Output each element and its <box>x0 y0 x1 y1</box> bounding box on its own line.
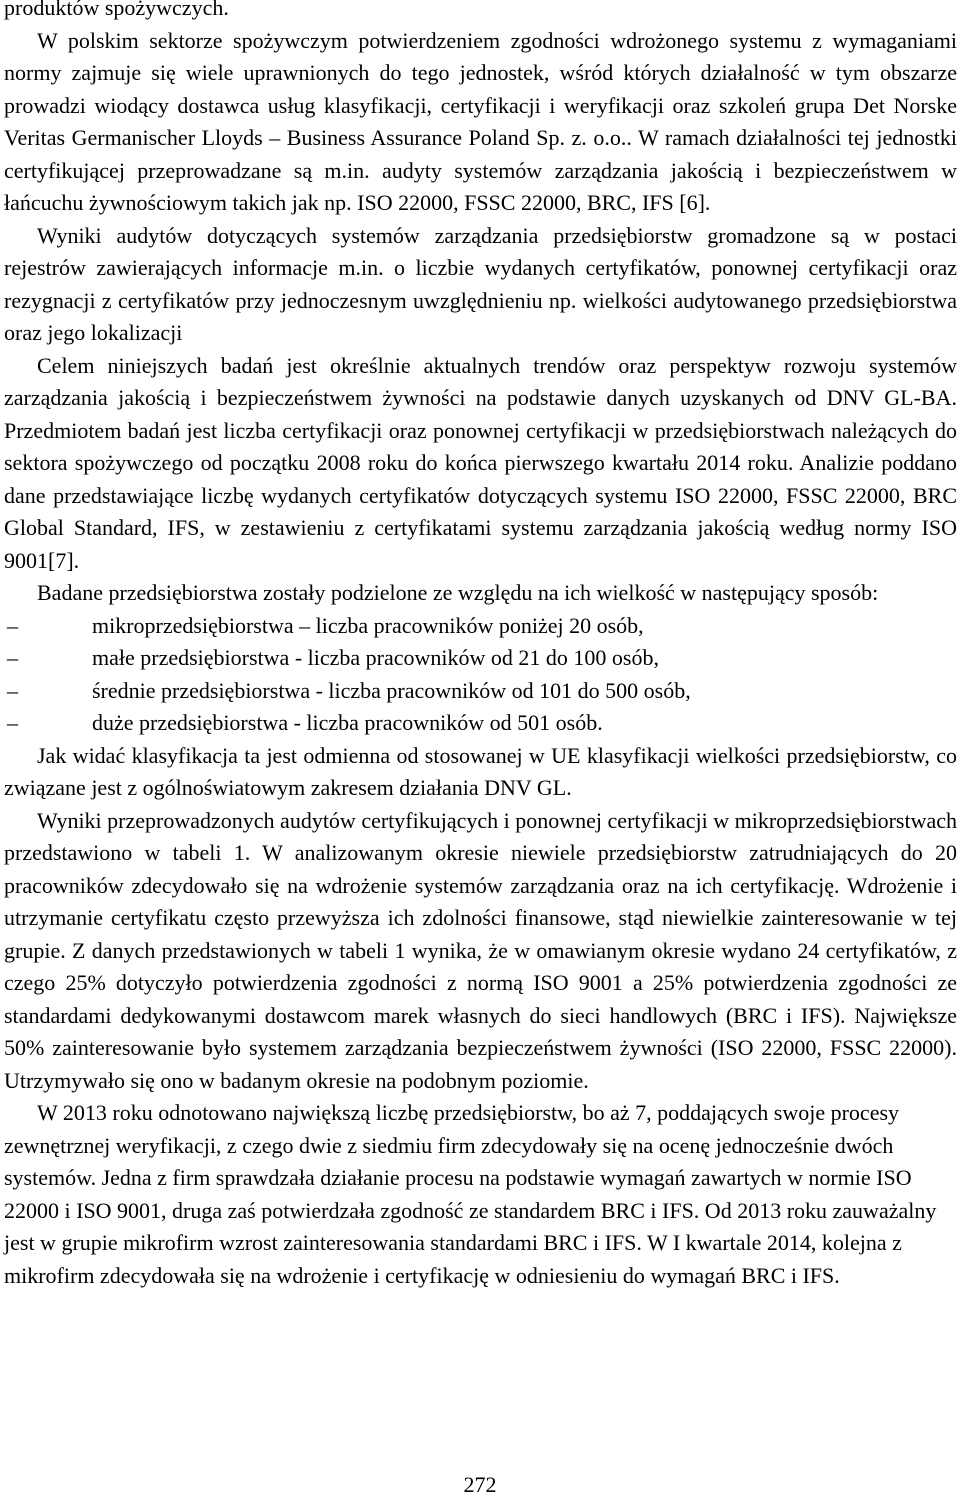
list-item <box>4 610 957 643</box>
list-item-text: małe przedsiębiorstwa - liczba pracowników od 21 do 100 osób, <box>92 645 659 670</box>
paragraph-classification-note: Jak widać klasyfikacja ta jest odmienna od stosowanej w UE klasyfikacji wielkości przedsiębiorstw, co związane jest z ogólnoświatowym zakresem działania DNV GL. <box>4 742 957 800</box>
dash-bullet-icon: – <box>7 612 18 638</box>
dash-bullet-icon: – <box>7 677 18 703</box>
paragraph-2013-trends: W 2013 roku odnotowano największą liczbę przedsiębiorstw, bo aż 7, poddających swoje procesy zewnętrznej weryfikacji, z czego dwie z siedmiu firm zdecydowały się na ocenę jednocześnie dwóch systemów. Jedna z firm sprawdzała działanie procesu na podstawie wymagań zawartych w normie ISO 22000 i ISO 9001, druga zaś potwierdzała zgodność ze standardem BRC i IFS. Od 2013 roku zauważalny jest w grupie mikrofirm wzrost zainteresowania standardami BRC i IFS. W I kwartale 2014, kolejna z mikrofirm zdecydowała się na wdrożenie i certyfikację w odniesieniu do wymagań BRC i IFS. <box>4 1100 937 1288</box>
list-item-text: duże przedsiębiorstwa - liczba pracowników od 501 osób. <box>92 710 603 735</box>
list-item-text: mikroprzedsiębiorstwa – liczba pracowników poniżej 20 osób, <box>92 612 644 638</box>
paragraph-microenterprise-results: Wyniki przeprowadzonych audytów certyfikujących i ponownej certyfikacji w mikroprzedsiębiorstwach przedstawiono w tabeli 1. W analizowanym okresie niewiele przedsiębiorstw zatrudniających do 20 pracowników zdecydowało się na wdrożenie systemów zarządzania oraz na ich certyfikację. Wdrożenie i utrzymanie certyfikatu często przewyższa ich zdolności finansowe, stąd niewielkie zainteresowanie w tej grupie. Z danych przedstawionych w tabeli 1 wynika, że w omawianym okresie wydano 24 certyfikatów, z czego 25% dotyczyło potwierdzenia zgodności z normą ISO 9001 a 25% potwierdzenia zgodności ze standardami dedykowanymi dostawcom marek własnych do sieci handlowych (BRC i IFS). Największe 50% zainteresowanie było systemem zarządzania bezpieczeństwem żywności (ISO 22000, FSSC 22000). Utrzymywało się ono w badanym okresie na podobnym poziomie. <box>4 807 957 1093</box>
paragraph-certification-bodies: W polskim sektorze spożywczym potwierdzeniem zgodności wdrożonego systemu z wymaganiami normy zajmuje się wiele uprawnionych do tego jednostek, wśród których działalność w tym obszarze prowadzi wiodący dostawca usług klasyfikacji, certyfikacji i weryfikacji oraz szkoleń grupa Det Norske Veritas Germanischer Lloyds – Business Assurance Poland Sp. z. o.o.. W ramach działalności tej jednostki certyfikującej przeprowadzane są m.in. audyty systemów zarządzania jakością i bezpieczeństwem w łańcuchu żywnościowym takich jak np. ISO 22000, FSSC 22000, BRC, IFS [6]. <box>4 27 957 215</box>
list-item <box>4 642 957 675</box>
dash-bullet-icon: – <box>7 645 18 670</box>
paragraph-research-aim: Celem niniejszych badań jest określnie aktualnych trendów oraz perspektyw rozwoju systemów zarządzania jakością i bezpieczeństwem żywności na podstawie danych uzyskanych od DNV GL-BA. Przedmiotem badań jest liczba certyfikacji oraz ponownej certyfikacji w przedsiębiorstwach należących do sektora spożywczego od początku 2008 roku do końca pierwszego kwartału 2014 roku. Analizie poddano dane przedstawiające liczbę wydanych certyfikatów dotyczących systemu ISO 22000, FSSC 22000, BRC Global Standard, IFS, w zestawieniu z certyfikatami systemu zarządzania jakością według normy ISO 9001[7]. <box>4 352 957 573</box>
continuation-line: produktów spożywczych. <box>4 0 229 20</box>
list-item <box>4 675 957 708</box>
dash-bullet-icon: – <box>7 710 18 735</box>
paragraph-audit-results: Wyniki audytów dotyczących systemów zarządzania przedsiębiorstw gromadzone są w postaci rejestrów zawierających informacje m.in. o liczbie wydanych certyfikatów, ponownej certyfikacji oraz rezygnacji z certyfikatów przy jednoczesnym uwzględnieniu np. wielkości audytowanego przedsiębiorstwa oraz jego lokalizacji <box>4 222 957 345</box>
list-item <box>4 707 957 740</box>
page-number: 272 <box>463 1472 497 1497</box>
list-item-text: średnie przedsiębiorstwa - liczba pracowników od 101 do 500 osób, <box>92 677 691 703</box>
company-size-list <box>4 610 957 740</box>
paragraph-size-classification-intro: Badane przedsiębiorstwa zostały podzielone ze względu na ich wielkość w następujący sposób: <box>37 580 879 605</box>
